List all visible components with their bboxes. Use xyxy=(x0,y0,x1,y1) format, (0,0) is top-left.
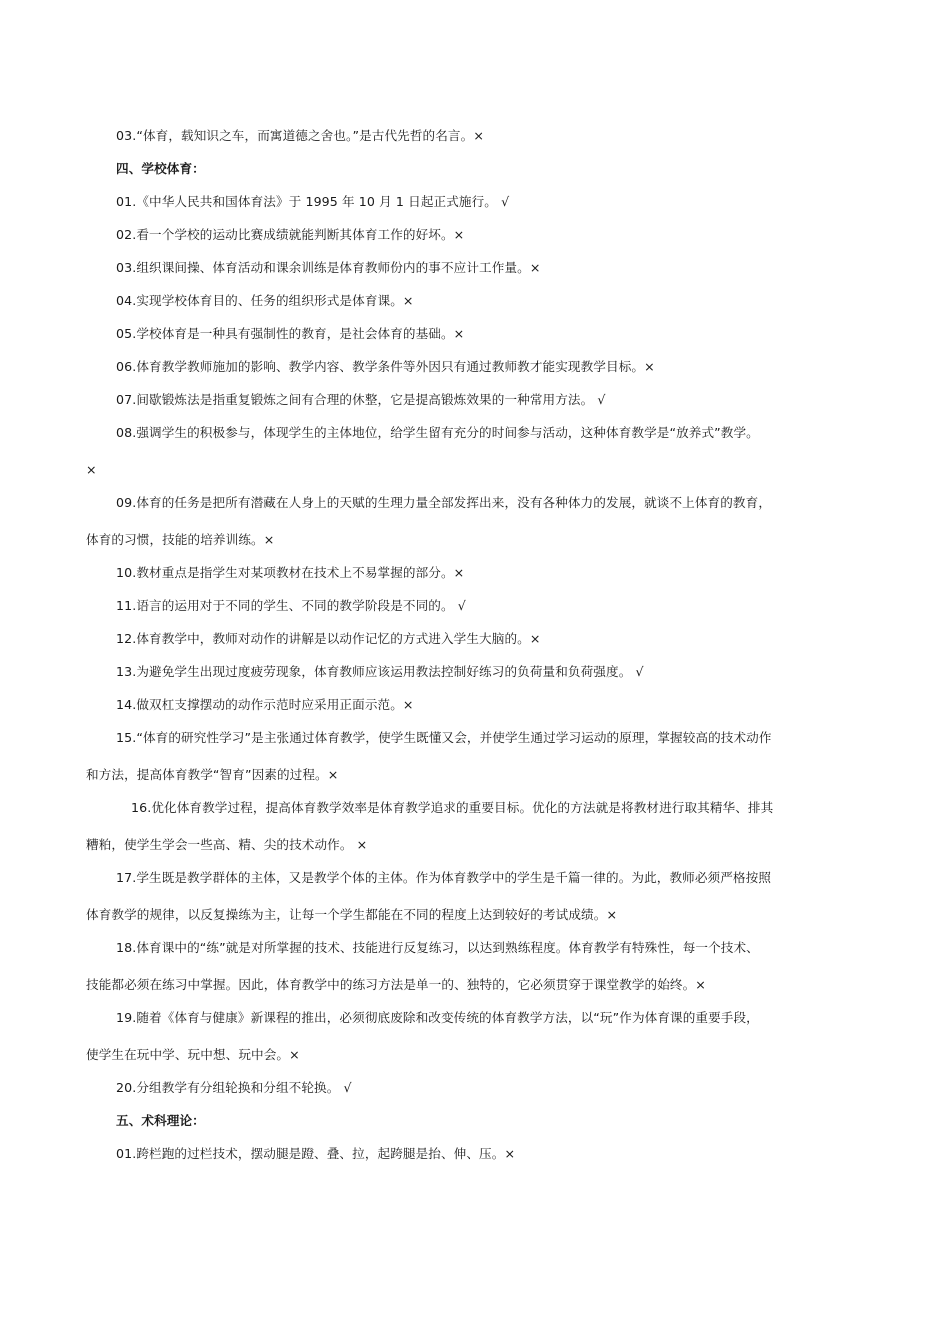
question-19: 19.随着《体育与健康》新课程的推出，必须彻底废除和改变传统的体育教学方法，以“玩”作为体育课的重要手段， xyxy=(116,1010,759,1025)
question-16: 16.优化体育教学过程，提高体育教学效率是体育教学追求的重要目标。优化的方法就是将教材进行取其精华、排其 xyxy=(131,800,774,815)
question-09: 09.体育的任务是把所有潜藏在人身上的天赋的生理力量全部发挥出来，没有各种体力的发展，就谈不上体育的教育， xyxy=(116,495,772,510)
question-14: 14.做双杠支撑摆动的动作示范时应采用正面示范。× xyxy=(116,697,414,712)
question-07: 07.间歇锻炼法是指重复锻炼之间有合理的休整，它是提高锻炼效果的一种常用方法。 √ xyxy=(116,392,606,407)
question-18: 18.体育课中的“练”就是对所掌握的技术、技能进行反复练习，以达到熟练程度。体育教学有特殊性，每一个技术、 xyxy=(116,940,759,955)
question-20: 20.分组教学有分组轮换和分组不轮换。 √ xyxy=(116,1080,352,1095)
question-10: 10.教材重点是指学生对某项教材在技术上不易掌握的部分。× xyxy=(116,565,465,580)
question-06: 06.体育教学教师施加的影响、教学内容、教学条件等外因只有通过教师教才能实现教学目标。× xyxy=(116,359,655,374)
section-heading-school-pe: 四、学校体育： xyxy=(116,161,205,176)
question-15-continued: 和方法，提高体育教学“智育”因素的过程。× xyxy=(86,767,339,782)
question-13: 13.为避免学生出现过度疲劳现象，体育教师应该运用教法控制好练习的负荷量和负荷强度。 √ xyxy=(116,664,644,679)
question-08-continued: × xyxy=(86,462,97,477)
question-03: 03.组织课间操、体育活动和课余训练是体育教师份内的事不应计工作量。× xyxy=(116,260,541,275)
question-08: 08.强调学生的积极参与，体现学生的主体地位，给学生留有充分的时间参与活动，这种体育教学是“放养式”教学。 xyxy=(116,425,759,440)
section-heading-sport-theory: 五、术科理论： xyxy=(116,1113,205,1128)
question-17-continued: 体育教学的规律，以反复操练为主，让每一个学生都能在不同的程度上达到较好的考试成绩。× xyxy=(86,907,618,922)
question-11: 11.语言的运用对于不同的学生、不同的教学阶段是不同的。 √ xyxy=(116,598,466,613)
question-09-continued: 体育的习惯，技能的培养训练。× xyxy=(86,532,275,547)
question-16-continued: 糟粕，使学生学会一些高、精、尖的技术动作。 × xyxy=(86,837,368,852)
question-04: 04.实现学校体育目的、任务的组织形式是体育课。× xyxy=(116,293,414,308)
question-19-continued: 使学生在玩中学、玩中想、玩中会。× xyxy=(86,1047,300,1062)
question-18-continued: 技能都必须在练习中掌握。因此，体育教学中的练习方法是单一的、独特的，它必须贯穿于课堂教学的始终。× xyxy=(86,977,706,992)
question-01: 01.《中华人民共和国体育法》于 1995 年 10 月 1 日起正式施行。 √ xyxy=(116,194,510,209)
question-02: 02.看一个学校的运动比赛成绩就能判断其体育工作的好坏。× xyxy=(116,227,465,242)
question-17: 17.学生既是教学群体的主体，又是教学个体的主体。作为体育教学中的学生是千篇一律的。为此，教师必须严格按照 xyxy=(116,870,772,885)
question-01: 01.跨栏跑的过栏技术，摆动腿是蹬、叠、拉，起跨腿是抬、伸、压。× xyxy=(116,1146,516,1161)
question-03: 03.“体育，载知识之车，而寓道德之舍也。”是古代先哲的名言。× xyxy=(116,128,484,143)
question-12: 12.体育教学中，教师对动作的讲解是以动作记忆的方式进入学生大脑的。× xyxy=(116,631,541,646)
question-15: 15.“体育的研究性学习”是主张通过体育教学，使学生既懂又会，并使学生通过学习运动的原理，掌握较高的技术动作 xyxy=(116,730,772,745)
question-05: 05.学校体育是一种具有强制性的教育，是社会体育的基础。× xyxy=(116,326,465,341)
